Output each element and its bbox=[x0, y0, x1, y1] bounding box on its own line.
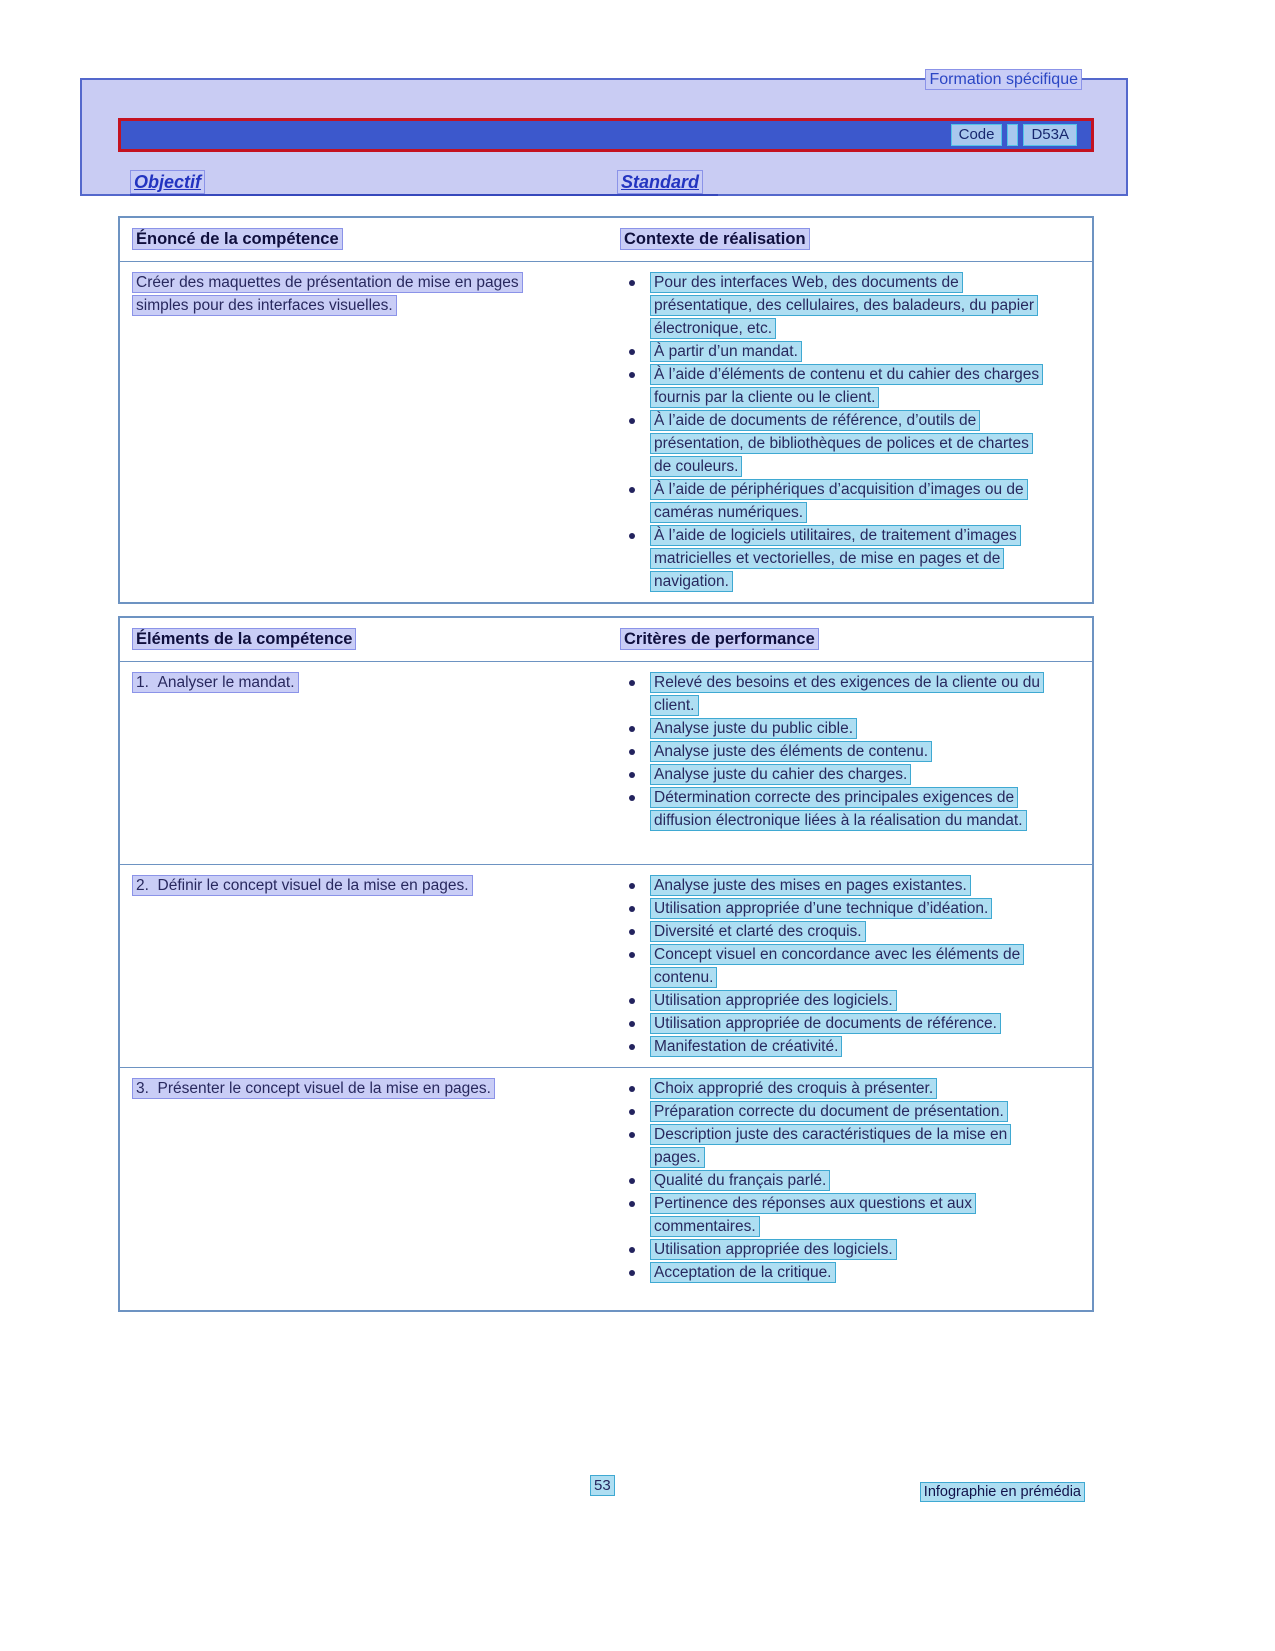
list-item-text: Concept visuel en concordance avec les éléments de contenu. bbox=[650, 944, 1024, 988]
standard-text: Standard bbox=[617, 170, 703, 194]
standard-heading bbox=[617, 172, 703, 193]
contexte-header-cell bbox=[608, 230, 1092, 249]
formation-specifique-text: Formation spécifique bbox=[925, 69, 1082, 90]
page-number-text: 53 bbox=[590, 1475, 615, 1496]
criteres-header-text: Critères de performance bbox=[620, 628, 819, 650]
list-item bbox=[620, 524, 1042, 593]
list-item-text: Détermination correcte des principales exigences de diffusion électronique liées à la réalisation du mandat. bbox=[650, 787, 1027, 831]
element-row-2 bbox=[120, 864, 1092, 1067]
list-item-text: Diversité et clarté des croquis. bbox=[650, 921, 866, 942]
code-value: D53A bbox=[1023, 124, 1077, 146]
list-item-text: Utilisation appropriée des logiciels. bbox=[650, 1239, 897, 1260]
list-item-text: Analyse juste des éléments de contenu. bbox=[650, 741, 932, 762]
list-item bbox=[620, 1261, 1042, 1284]
objectif-heading bbox=[130, 172, 205, 193]
list-item-text: À partir d’un mandat. bbox=[650, 341, 802, 362]
element-row-3 bbox=[120, 1067, 1092, 1310]
competence-table-body bbox=[120, 262, 1092, 602]
list-item bbox=[620, 740, 1042, 763]
element-2-cell bbox=[120, 865, 608, 1067]
objectif-text: Objectif bbox=[130, 170, 205, 194]
element-1-cell bbox=[120, 662, 608, 864]
list-item-text: Utilisation appropriée de documents de référence. bbox=[650, 1013, 1001, 1034]
criteria-list-3 bbox=[620, 1077, 1042, 1284]
objectif-standard-row bbox=[130, 170, 718, 196]
list-item bbox=[620, 1192, 1042, 1238]
list-item-text: Pertinence des réponses aux questions et aux commentaires. bbox=[650, 1193, 976, 1237]
code-label: Code bbox=[951, 124, 1003, 146]
element-1-text: 1. Analyser le mandat. bbox=[132, 672, 299, 693]
page-number bbox=[590, 1477, 615, 1494]
list-item-text: Analyse juste des mises en pages existantes. bbox=[650, 875, 971, 896]
list-item bbox=[620, 1238, 1042, 1261]
list-item bbox=[620, 717, 1042, 740]
list-item-text: À l’aide de logiciels utilitaires, de traitement d’images matricielles et vectorielles, de mise en pages et de navigation. bbox=[650, 525, 1021, 592]
competence-table-header bbox=[120, 218, 1092, 262]
list-item bbox=[620, 363, 1042, 409]
criteria-list-1 bbox=[620, 671, 1042, 832]
list-item bbox=[620, 1100, 1042, 1123]
list-item bbox=[620, 409, 1042, 478]
list-item-text: Manifestation de créativité. bbox=[650, 1036, 842, 1057]
list-item bbox=[620, 874, 1042, 897]
list-item-text: Pour des interfaces Web, des documents de présentatique, des cellulaires, des baladeurs, du papier électronique, etc. bbox=[650, 272, 1038, 339]
elements-table-header bbox=[120, 618, 1092, 662]
enonce-header-cell bbox=[120, 230, 608, 249]
element-row-1 bbox=[120, 662, 1092, 864]
program-footer-text: Infographie en prémédia bbox=[920, 1482, 1085, 1502]
element-3-text: 3. Présenter le concept visuel de la mise en pages. bbox=[132, 1078, 495, 1099]
list-item bbox=[620, 897, 1042, 920]
list-item bbox=[620, 478, 1042, 524]
list-item bbox=[620, 786, 1042, 832]
list-item-text: Utilisation appropriée d’une technique d’idéation. bbox=[650, 898, 992, 919]
competence-statement-text: Créer des maquettes de présentation de mise en pages simples pour des interfaces visuelles. bbox=[132, 272, 523, 316]
list-item bbox=[620, 920, 1042, 943]
list-item bbox=[620, 1077, 1042, 1100]
list-item-text: Qualité du français parlé. bbox=[650, 1170, 830, 1191]
criteres-header-cell bbox=[608, 630, 1092, 649]
header-box bbox=[80, 71, 1128, 196]
list-item bbox=[620, 1035, 1042, 1058]
list-item bbox=[620, 1012, 1042, 1035]
criteria-1-cell bbox=[608, 662, 1092, 864]
list-item-text: Analyse juste du cahier des charges. bbox=[650, 764, 911, 785]
elements-header-text: Éléments de la compétence bbox=[132, 628, 356, 650]
code-bar bbox=[118, 118, 1094, 152]
list-item-text: Choix approprié des croquis à présenter. bbox=[650, 1078, 937, 1099]
contexte-header-text: Contexte de réalisation bbox=[620, 228, 810, 250]
list-item-text: À l’aide de périphériques d’acquisition d’images ou de caméras numériques. bbox=[650, 479, 1028, 523]
competence-table bbox=[118, 216, 1094, 604]
criteria-2-cell bbox=[608, 865, 1092, 1067]
competence-statement-cell bbox=[120, 262, 608, 602]
elements-table bbox=[118, 616, 1094, 1312]
formation-specifique-label bbox=[925, 71, 1082, 89]
list-item bbox=[620, 989, 1042, 1012]
list-item-text: Analyse juste du public cible. bbox=[650, 718, 857, 739]
list-item-text: Utilisation appropriée des logiciels. bbox=[650, 990, 897, 1011]
element-2-text: 2. Définir le concept visuel de la mise en pages. bbox=[132, 875, 473, 896]
list-item-text: Description juste des caractéristiques de la mise en pages. bbox=[650, 1124, 1011, 1168]
contexte-list bbox=[620, 271, 1042, 593]
list-item bbox=[620, 763, 1042, 786]
list-item-text: À l’aide d’éléments de contenu et du cahier des charges fournis par la cliente ou le client. bbox=[650, 364, 1043, 408]
list-item-text: Relevé des besoins et des exigences de la cliente ou du client. bbox=[650, 672, 1044, 716]
list-item bbox=[620, 1169, 1042, 1192]
enonce-header-text: Énoncé de la compétence bbox=[132, 228, 343, 250]
list-item bbox=[620, 271, 1042, 340]
list-item bbox=[620, 943, 1042, 989]
code-separator bbox=[1007, 124, 1018, 146]
criteria-list-2 bbox=[620, 874, 1042, 1058]
contexte-list-cell bbox=[608, 262, 1092, 602]
list-item bbox=[620, 340, 1042, 363]
list-item-text: Préparation correcte du document de présentation. bbox=[650, 1101, 1008, 1122]
program-footer bbox=[920, 1484, 1085, 1500]
list-item bbox=[620, 671, 1042, 717]
element-3-cell bbox=[120, 1068, 608, 1310]
elements-header-cell bbox=[120, 630, 608, 649]
criteria-3-cell bbox=[608, 1068, 1092, 1310]
list-item bbox=[620, 1123, 1042, 1169]
list-item-text: À l’aide de documents de référence, d’outils de présentation, de bibliothèques de polices et de chartes de couleurs. bbox=[650, 410, 1033, 477]
list-item-text: Acceptation de la critique. bbox=[650, 1262, 836, 1283]
